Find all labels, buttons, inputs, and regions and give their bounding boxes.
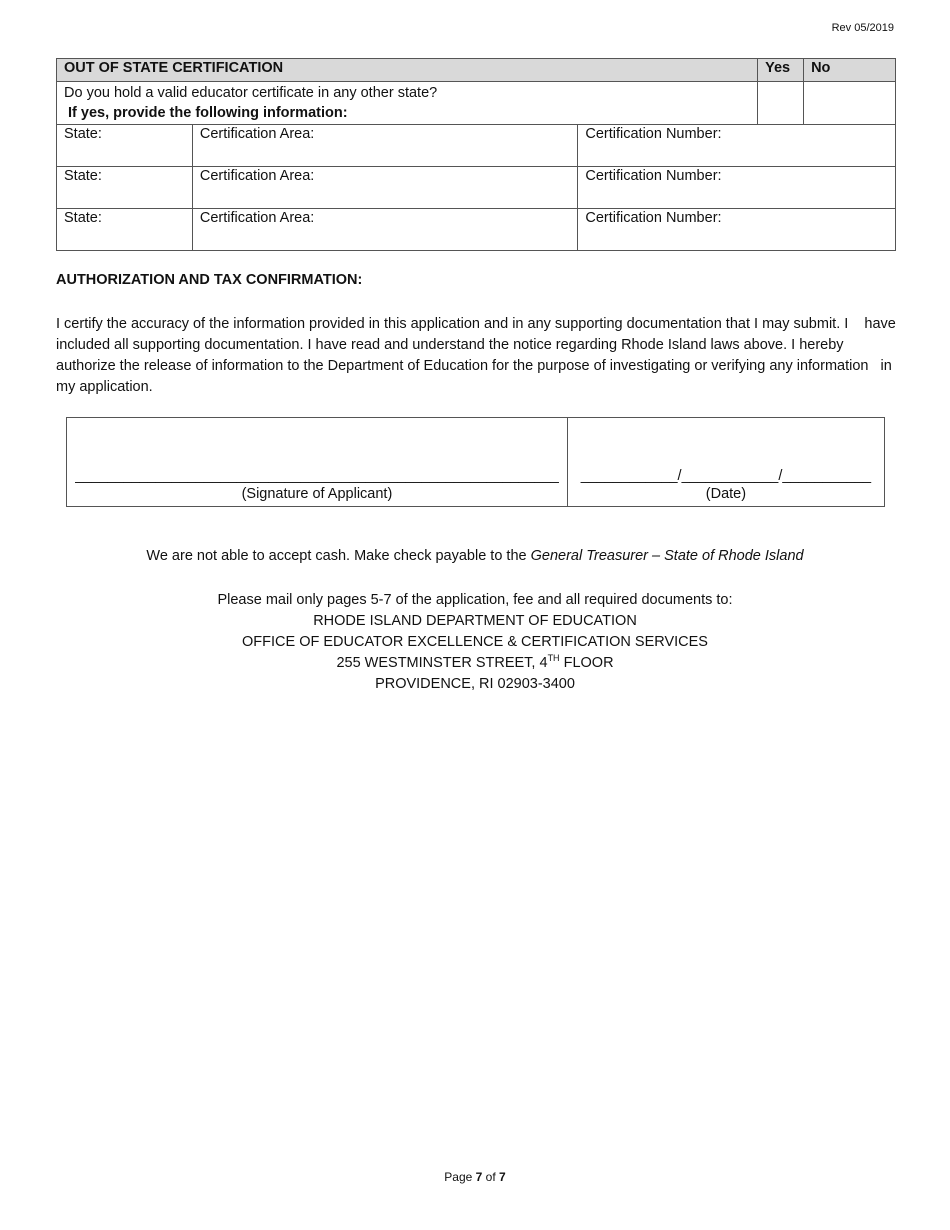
state-field[interactable]: State: <box>57 209 193 251</box>
signature-caption: (Signature of Applicant) <box>241 486 393 502</box>
mailing-line-department: RHODE ISLAND DEPARTMENT OF EDUCATION <box>313 613 637 629</box>
mailing-address-block <box>0 590 950 695</box>
date-caption: (Date) <box>705 486 747 502</box>
street-text: 255 WESTMINSTER STREET, 4 <box>336 655 548 671</box>
cert-table-header-row <box>57 59 896 82</box>
authorization-title: AUTHORIZATION AND TAX CONFIRMATION: <box>56 272 363 288</box>
cert-question-row <box>57 82 896 125</box>
certification-number-field[interactable]: Certification Number: <box>578 209 896 251</box>
mailing-line-street <box>0 653 950 674</box>
mailing-line-office: OFFICE OF EDUCATOR EXCELLENCE & CERTIFICATION SERVICES <box>242 634 708 650</box>
yes-answer-cell[interactable] <box>758 82 804 125</box>
revision-label: Rev 05/2019 <box>831 22 894 34</box>
cert-table-title: OUT OF STATE CERTIFICATION <box>57 59 758 82</box>
floor-ordinal: TH <box>547 653 560 664</box>
state-row-2 <box>57 167 896 209</box>
state-row-3 <box>57 209 896 251</box>
signature-line: ____________________________________________________________ <box>75 468 559 484</box>
certification-area-field[interactable]: Certification Area: <box>192 167 578 209</box>
signature-cell[interactable] <box>67 418 568 507</box>
page-total: 7 <box>499 1170 506 1184</box>
date-line: ____________/____________/___________ <box>580 468 872 484</box>
cert-instruction-text: If yes, provide the following information: <box>68 105 348 121</box>
page-of: of <box>482 1170 500 1184</box>
certification-area-field[interactable]: Certification Area: <box>192 125 578 167</box>
out-of-state-certification-table <box>56 58 896 251</box>
floor-text: FLOOR <box>559 655 614 671</box>
payment-notice <box>0 548 950 564</box>
state-field[interactable]: State: <box>57 125 193 167</box>
date-cell[interactable] <box>567 418 884 507</box>
cert-question-cell <box>57 82 758 125</box>
no-column-header: No <box>804 59 896 82</box>
page-label: Page <box>444 1170 476 1184</box>
no-answer-cell[interactable] <box>804 82 896 125</box>
mailing-intro: Please mail only pages 5-7 of the application, fee and all required documents to: <box>217 592 733 608</box>
cert-question-text: Do you hold a valid educator certificate in any other state? <box>64 85 438 101</box>
page-footer <box>0 1170 950 1184</box>
page-current: 7 <box>475 1170 483 1184</box>
certification-area-field[interactable]: Certification Area: <box>192 209 578 251</box>
yes-column-header: Yes <box>758 59 804 82</box>
payee-name: General Treasurer – State of Rhode Island <box>530 548 804 564</box>
certification-number-field[interactable]: Certification Number: <box>578 167 896 209</box>
signature-table <box>66 417 885 507</box>
payment-text: We are not able to accept cash. Make check payable to the <box>146 548 531 564</box>
mailing-line-city: PROVIDENCE, RI 02903-3400 <box>375 676 575 692</box>
state-row-1 <box>57 125 896 167</box>
certification-statement: I certify the accuracy of the information provided in this application and in any supporting documentation that I may submit. I have included all supporting documentation. I have read and understand the notice regarding Rhode Island laws above. I hereby authorize the release of information to the Department of Education for the purpose of investigating or verifying any information in my application. <box>56 316 900 395</box>
certification-number-field[interactable]: Certification Number: <box>578 125 896 167</box>
state-field[interactable]: State: <box>57 167 193 209</box>
